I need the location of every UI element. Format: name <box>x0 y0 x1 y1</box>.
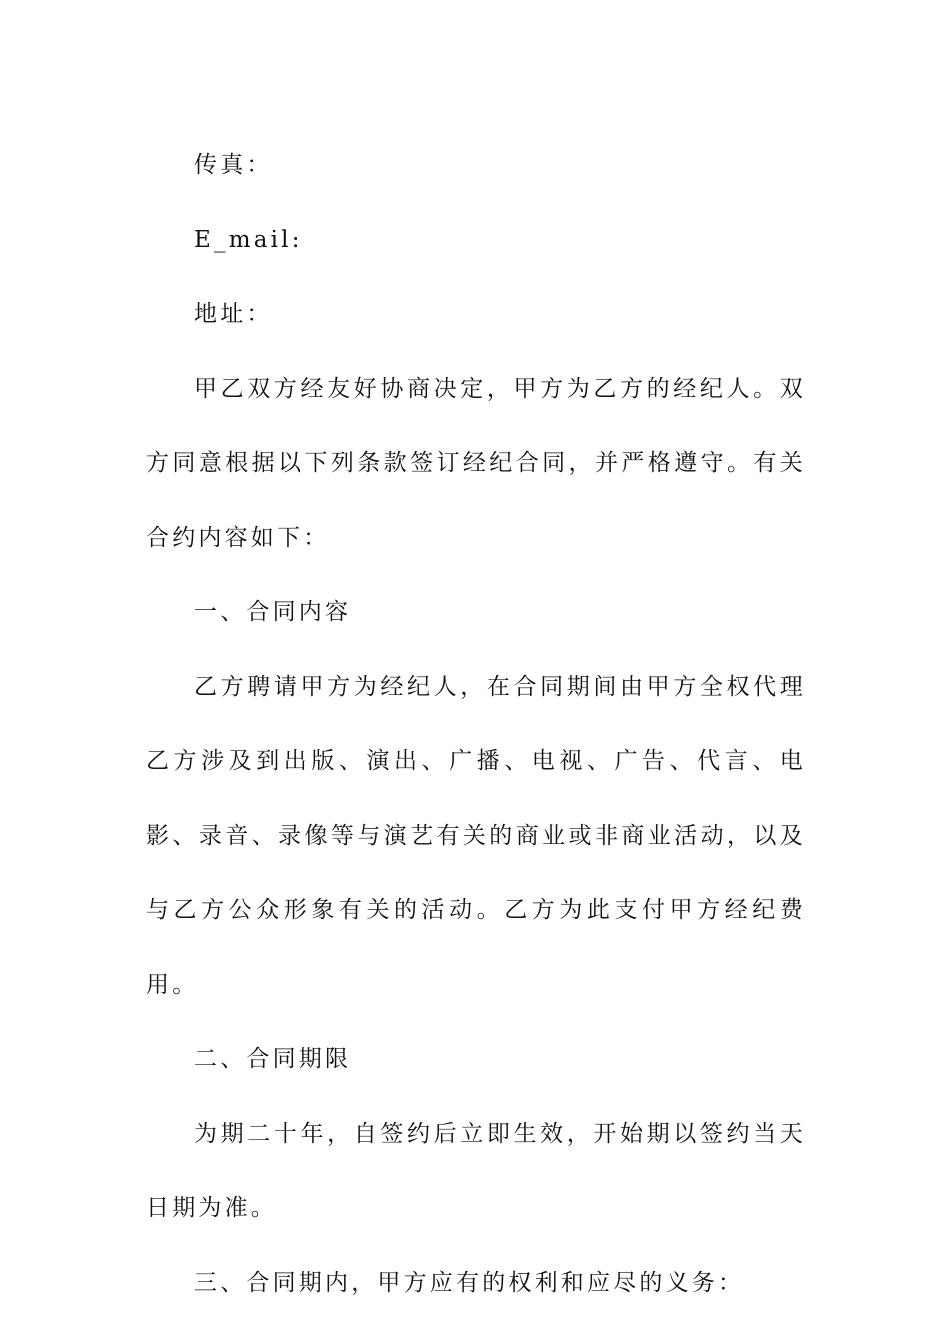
section-heading-party-a-rights: 三、合同期内，甲方应有的权利和应尽的义务： <box>194 1269 745 1296</box>
contract-term-paragraph: 为期二十年，自签约后立即生效，开始期以签约当天日期为准。 <box>146 1120 806 1221</box>
document-body <box>146 128 806 1320</box>
email-label: E_mail: <box>194 226 303 253</box>
agreement-intro-paragraph: 甲乙双方经友好协商决定，甲方为乙方的经纪人。双方同意根据以下列条款签订经纪合同，并严格遵守。有关合约内容如下： <box>146 375 806 551</box>
section-heading-contract-term: 二、合同期限 <box>194 1046 352 1072</box>
section-heading-contract-content: 一、合同内容 <box>194 599 352 625</box>
address-label: 地址： <box>194 301 273 327</box>
contract-content-paragraph: 乙方聘请甲方为经纪人，在合同期间由甲方全权代理乙方涉及到出版、演出、广播、电视、广告、代言、电影、录音、录像等与演艺有关的商业或非商业活动，以及与乙方公众形象有关的活动。乙方为此支付甲方经纪费用。 <box>146 673 806 998</box>
fax-label: 传真： <box>194 152 273 178</box>
